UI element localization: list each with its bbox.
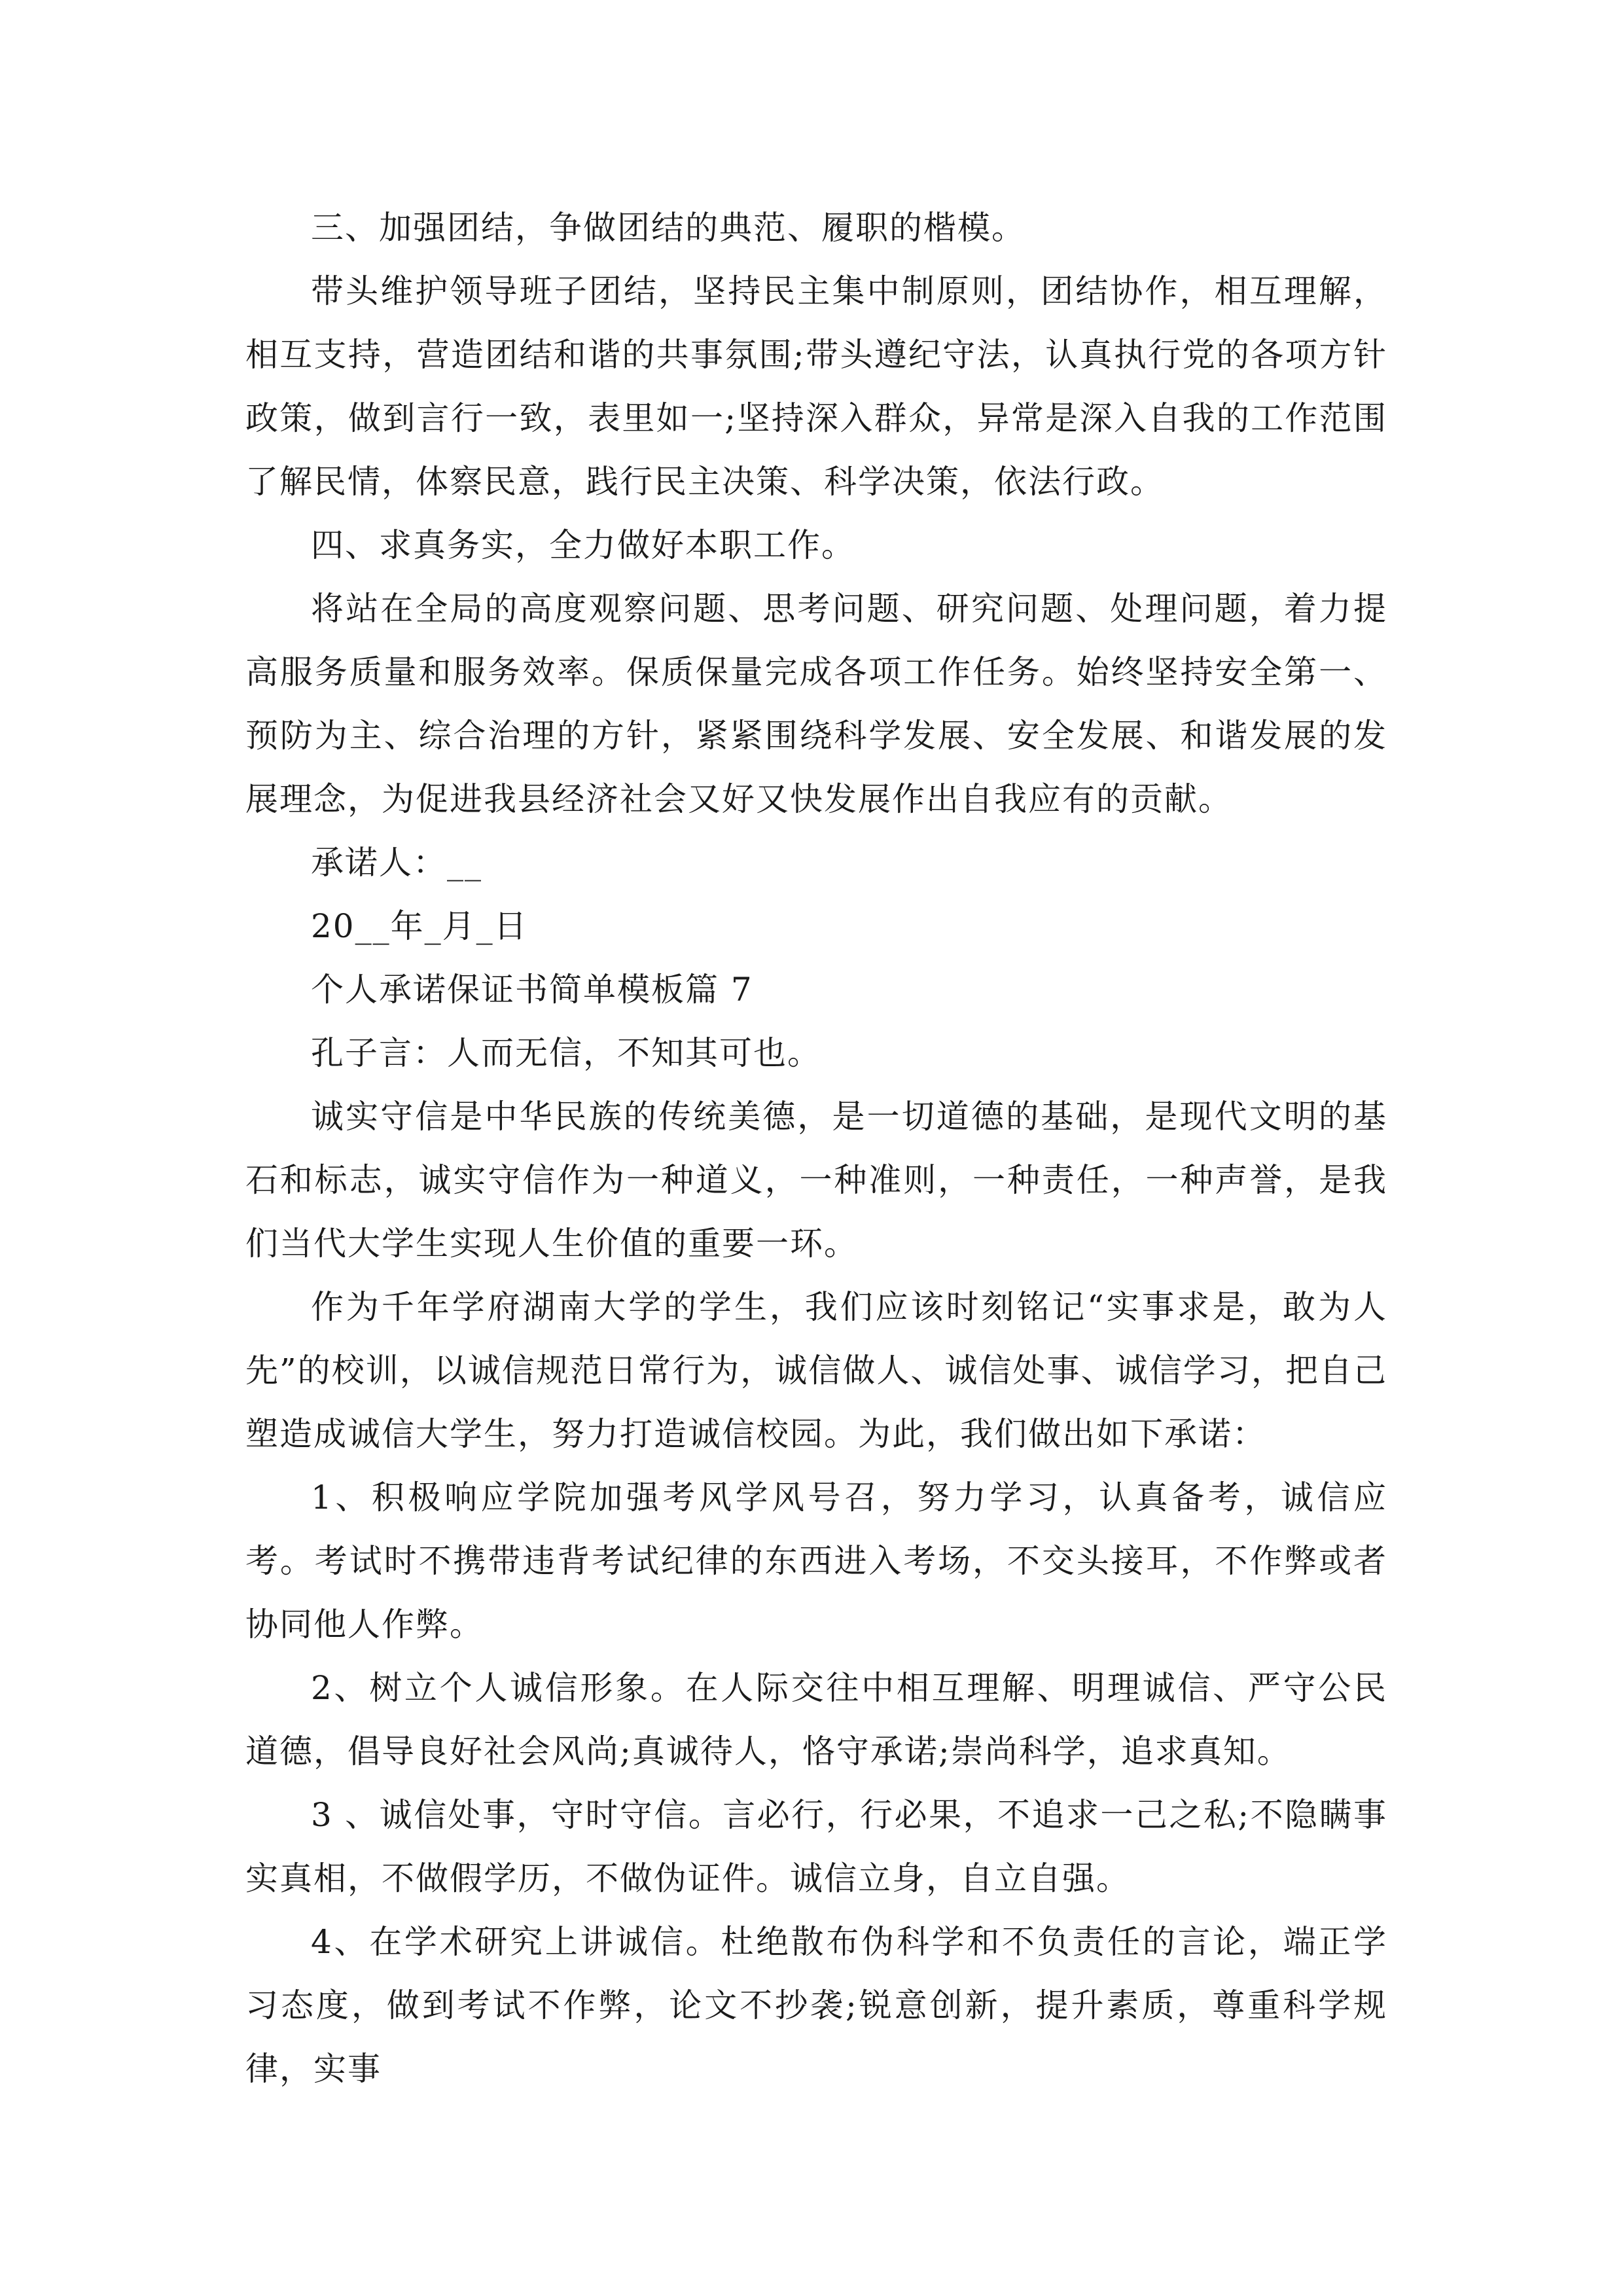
pledge-item-1: 1、积极响应学院加强考风学风号召，努力学习，认真备考，诚信应考。考试时不携带违背考试纪律的东西进入考场，不交头接耳，不作弊或者协同他人作弊。 xyxy=(245,1479,1387,1643)
template-title: 个人承诺保证书简单模板篇 7 xyxy=(311,971,753,1009)
pledge-item-2: 2、树立个人诚信形象。在人际交往中相互理解、明理诚信、严守公民道德，倡导良好社会风尚;真诚待人，恪守承诺;崇尚科学，追求真知。 xyxy=(245,1669,1387,1770)
document-body xyxy=(245,196,1387,2101)
section-heading-3: 三、加强团结，争做团结的典范、履职的楷模。 xyxy=(311,209,1026,247)
date-line: 20__年_月_日 xyxy=(311,907,528,945)
body-paragraph: 带头维护领导班子团结，坚持民主集中制原则，团结协作，相互理解，相互支持，营造团结和谐的共事氛围;带头遵纪守法，认真执行党的各项方针政策，做到言行一致，表里如一;坚持深入群众，异常是深入自我的工作范围了解民情，体察民意，践行民主决策、科学决策，依法行政。 xyxy=(245,272,1387,501)
quote-line: 孔子言：人而无信，不知其可也。 xyxy=(311,1034,821,1072)
pledge-item-4: 4、在学术研究上讲诚信。杜绝散布伪科学和不负责任的言论，端正学习态度，做到考试不作弊，论文不抄袭;锐意创新，提升素质，尊重科学规律，实事 xyxy=(245,1923,1387,2088)
pledge-item-3: 3 、诚信处事，守时守信。言必行，行必果，不追求一己之私;不隐瞒事实真相，不做假学历，不做伪证件。诚信立身，自立自强。 xyxy=(245,1796,1387,1897)
body-paragraph: 将站在全局的高度观察问题、思考问题、研究问题、处理问题，着力提高服务质量和服务效率。保质保量完成各项工作任务。始终坚持安全第一、预防为主、综合治理的方针，紧紧围绕科学发展、安全发展、和谐发展的发展理念，为促进我县经济社会又好又快发展作出自我应有的贡献。 xyxy=(245,590,1387,818)
body-paragraph: 诚实守信是中华民族的传统美德，是一切道德的基础，是现代文明的基石和标志，诚实守信作为一种道义，一种准则，一种责任，一种声誉，是我们当代大学生实现人生价值的重要一环。 xyxy=(245,1098,1387,1263)
section-heading-4: 四、求真务实，全力做好本职工作。 xyxy=(311,526,855,564)
body-paragraph: 作为千年学府湖南大学的学生，我们应该时刻铭记“实事求是，敢为人先”的校训，以诚信规范日常行为，诚信做人、诚信处事、诚信学习，把自己塑造成诚信大学生，努力打造诚信校园。为此，我们做出如下承诺： xyxy=(245,1288,1387,1453)
signatory-line: 承诺人：__ xyxy=(311,844,482,882)
